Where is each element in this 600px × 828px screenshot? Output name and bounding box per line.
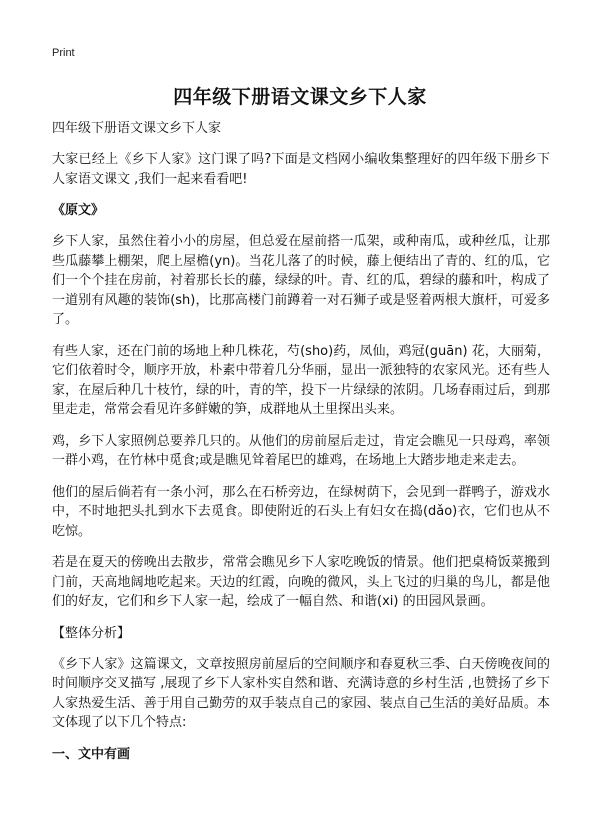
intro-paragraph: 大家已经上《乡下人家》这门课了吗?下面是文档网小编收集整理好的四年级下册乡下人家语文课文 ,我们一起来看看吧! xyxy=(52,152,550,187)
text-paragraph: 乡下人家，虽然住着小小的房屋，但总爱在屋前搭一瓜架，或种南瓜，或种丝瓜，让那些瓜藤攀上棚架，爬上屋檐(yn)。当花儿落了的时候，藤上便结出了青的、红的瓜，它们一个个挂在房前，衬着那长长的藤，绿绿的叶。青、红的瓜，碧绿的藤和叶，构成了一道别有风趣的装饰(sh)，比那高楼门前蹲着一对石狮子或是竖着两根大旗杆，可爱多了。 xyxy=(52,234,550,327)
text-paragraph: 他们的屋后倘若有一条小河，那么在石桥旁边，在绿树荫下，会见到一群鸭子，游戏水中，不时地把头扎到水下去觅食。即使附近的石头上有妇女在捣(dǎo)衣，它们也从不吃惊。 xyxy=(52,484,550,539)
section-heading-analysis: 【整体分析】 xyxy=(52,625,131,641)
text-paragraph: 鸡，乡下人家照例总要养几只的。从他们的房前屋后走过，肯定会瞧见一只母鸡，率领一群小鸡，在竹林中觅食;或是瞧见耸着尾巴的雄鸡，在场地上大踏步地走来走去。 xyxy=(52,433,550,468)
text-paragraph: 有些人家，还在门前的场地上种几株花，芍(sho)药，凤仙，鸡冠(guān) 花，大丽菊，它们依着时令，顺序开放，朴素中带着几分华丽，显出一派独特的农家风光。还有些人家，在屋后种几十枝竹，绿的叶，青的竿，投下一片绿绿的浓阴。几场春雨过后，到那里走走，常常会看见许多鲜嫩的笋，成群地从土里探出头来。 xyxy=(52,343,550,417)
text-paragraph: 若是在夏天的傍晚出去散步，常常会瞧见乡下人家吃晚饭的情景。他们把桌椅饭菜搬到门前，天高地阔地吃起来。天边的红霞，向晚的微风，头上飞过的归巢的鸟儿，都是他们的好友，它们和乡下人家一起，绘成了一幅自然、和谐(xi) 的田园风景画。 xyxy=(52,555,550,609)
analysis-paragraph: 《乡下人家》这篇课文，文章按照房前屋后的空间顺序和春夏秋三季、白天傍晚夜间的时间顺序交叉描写 ,展现了乡下人家朴实自然和谐、充满诗意的乡村生活 ,也赞扬了乡下人家热爱生活、善于用自己勤劳的双手装点自己的家园、装点自己生活的美好品质。本文体现了以下几个特点: xyxy=(52,656,550,730)
document-body xyxy=(52,120,550,776)
section-heading-original: 《原文》 xyxy=(52,203,105,218)
section-heading-one: 一、文中有画 xyxy=(52,746,131,762)
page-title: 四年级下册语文课文乡下人家 xyxy=(173,86,427,108)
print-label: Print xyxy=(52,47,75,59)
document-subtitle: 四年级下册语文课文乡下人家 xyxy=(52,121,222,136)
